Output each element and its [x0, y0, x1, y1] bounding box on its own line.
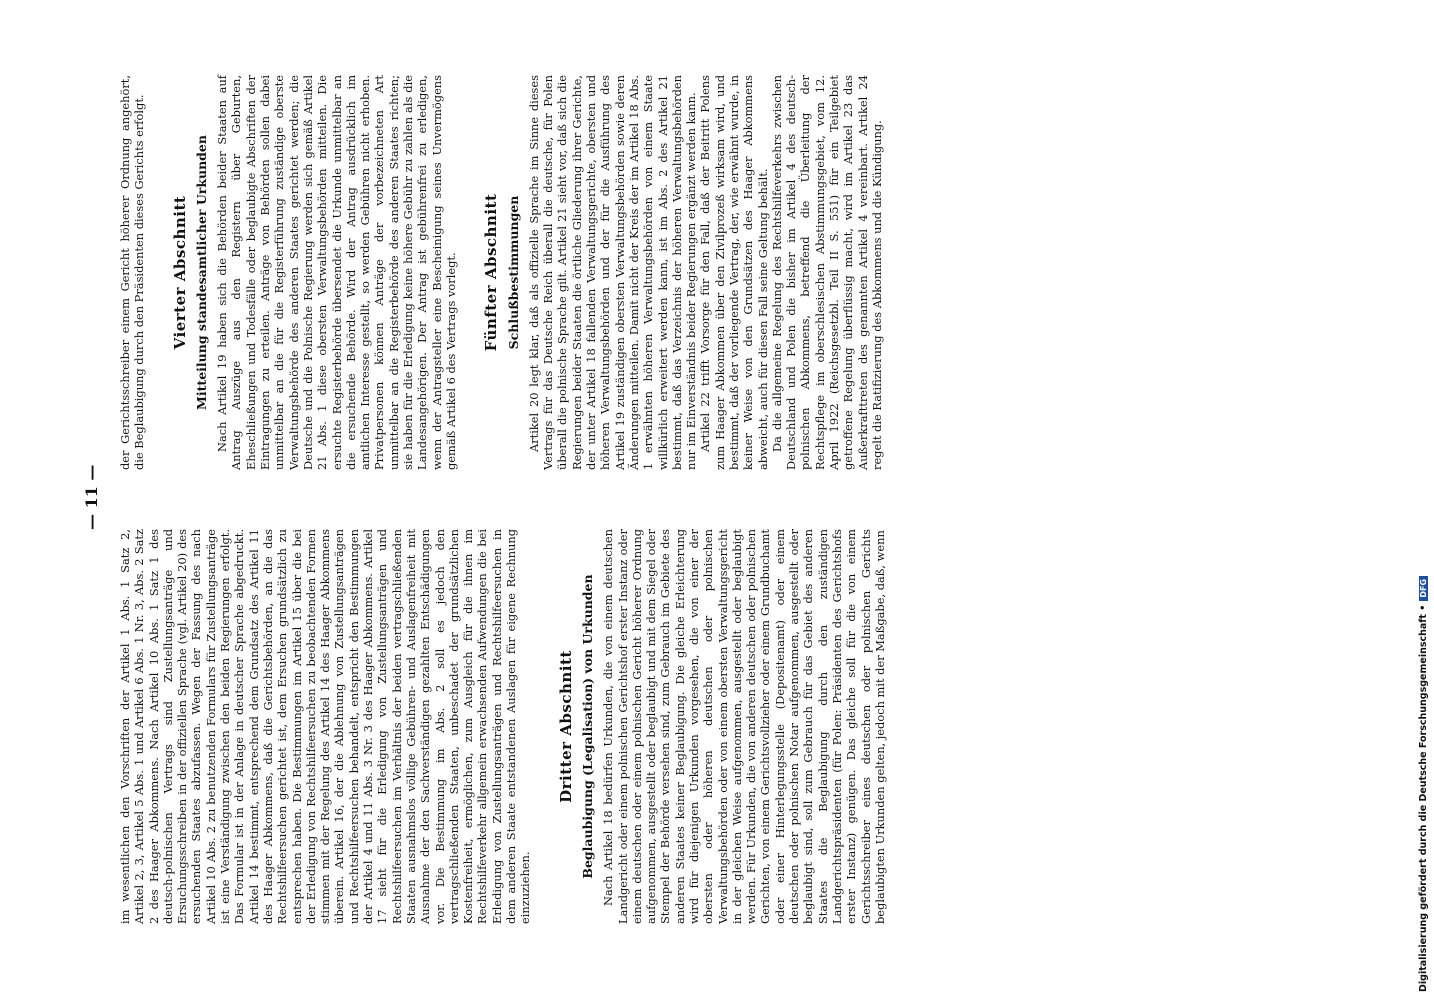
section-heading: Fünfter Abschnitt — [482, 193, 501, 352]
section-subheading: Schlußbestimmungen — [505, 195, 521, 350]
section-heading: Vierter Abschnitt — [170, 195, 189, 350]
paragraph: im wesentlichen den Vorschriften der Artikel 1 Abs. 1 Satz 2, Artikel 2, 3, Artikel 5 Abs. 1 und Artikel 6 Abs. 1 Nr. 3, Abs. 2 Satz 2 des Haager Abkommens. Nach Artikel 10 Abs. 1 Satz 1 des deutsch-polnischen Vertrags sind Zustellungsanträge und Ersuchungsschreiben in der offiziellen Sprache (vgl. Artikel 20) des ersuchenden Staates abzufassen. Wegen der Fassung des nach Artikel 10 Abs. 2 zu benutzenden Formulars für Zustellungsanträge ist eine Verständigung zwischen den beiden Regierungen erfolgt. Das Formular ist in der Anlage in deutscher Sprache abgedruckt. Artikel 14 bestimmt, entsprechend dem Grundsatz des Artikel 11 des Haager Abkommens, daß die Gerichtsbehörden, an die das Rechtshilfeersuchen gerichtet ist, dem Ersuchen grundsätzlich zu entsprechen haben. Die Bestimmungen im Artikel 15 über die bei der Erledigung von Rechtshilfeersuchen zu beobachtenden Formen stimmen mit der Regelung des Artikel 14 des Haager Abkommens überein. Artikel 16, der die Ablehnung von Zustellungsanträgen und Rechtshilfeersuchen behandelt, entspricht den Bestimmungen der Artikel 4 und 11 Abs. 3 Nr. 3 des Haager Abkommens. Artikel 17 sieht für die Erledigung von Zustellungsanträgen und Rechtshilfeersuchen im Verhältnis der beiden vertragschließenden Staaten ausnahmslos völlige Gebühren- und Auslagenfreiheit mit Ausnahme der den Sachverständigen gezahlten Entschädigungen vor. Die Bestimmung im Abs. 2 soll es jedoch den vertragschließenden Staaten, unbeschadet der grundsätzlichen Kostenfreiheit, ermöglichen, zum Ausgleich für die ihnen im Rechtshilfeverkehr allgemein erwachsenden Aufwendungen die bei Erledigung von Zustellungsanträgen und Rechtshilfeersuchen in dem anderen Staate entstandenen Auslagen für eigene Rechnung einzuziehen. — [118, 529, 533, 924]
paragraph: Artikel 20 legt klar, daß als offizielle Sprache im Sinne dieses Vertrags für das Deutsche Reich überall die deutsche, für Polen überall die polnische Sprache gilt. Artikel 21 sieht vor, daß sich die Regierungen beider Staaten die örtliche Gliederung ihrer Gerichte, der unter Artikel 18 fallenden Verwaltungsgerichte, obersten und höheren Verwaltungsbehörden und der für die Ausführung des Artikel 19 zuständigen obersten Verwaltungsbehörden sowie deren Änderungen mitteilen. Damit nicht der Kreis der im Artikel 18 Abs. 1 erwähnten höheren Verwaltungsbehörden von einem Staate willkürlich erweitert werden kann, ist im Abs. 2 des Artikel 21 bestimmt, daß das Verzeichnis der höheren Verwaltungsbehörden nur im Einverständnis beider Regierungen ergänzt werden kann. — [526, 75, 699, 470]
paragraph: der Gerichtsschreiber einem Gericht höherer Ordnung angehört, die Beglaubigung durch den Präsidenten dieses Gerichts erfolgt. — [118, 75, 147, 470]
digitization-note-text: Digitalisierung gefördert durch die Deutsche Forschungsgemeinschaft • — [1418, 604, 1429, 992]
paragraph: Artikel 22 trifft Vorsorge für den Fall, daß der Beitritt Polens zum Haager Abkommen über den Zivilprozeß wirksam wird, und bestimmt, daß der vorliegende Vertrag, der, wie erwähnt wurde, in keiner Weise von den Grundsätzen des Haager Abkommens abweicht, auch für diesen Fall seine Geltung behält. — [698, 75, 770, 470]
dfg-logo: DFG — [1419, 576, 1428, 601]
right-column — [118, 75, 884, 470]
left-column — [118, 529, 887, 924]
section-heading: Dritter Abschnitt — [556, 650, 575, 803]
section-subheading: Mitteilung standesamtlicher Urkunden — [193, 135, 209, 410]
section-subheading: Beglaubigung (Legalisation) von Urkunden — [579, 574, 595, 879]
page-number: — 11 — — [82, 464, 101, 530]
digitization-note — [1418, 7, 1429, 992]
paragraph: Da die allgemeine Regelung des Rechtshilfeverkehrs zwischen Deutschland und Polen die bisher im Artikel 4 des deutsch-polnischen Abkommens, betreffend die Überleitung der Rechtspflege im oberschlesischen Abstimmungsgebiet, vom 12. April 1922 (Reichsgesetzbl. Teil II S. 551) für ein Teilgebiet getroffene Regelung überflüssig macht, wird im Artikel 23 das Außerkrafttreten des genannten Artikel 4 vereinbart. Artikel 24 regelt die Ratifizierung des Abkommens und die Kündigung. — [769, 75, 884, 470]
paragraph: Nach Artikel 19 haben sich die Behörden beider Staaten auf Antrag Auszüge aus den Registern über Geburten, Eheschließungen und Todesfälle oder beglaubigte Abschriften der Eintragungen zu erteilen. Anträge von Behörden sollen dabei unmittelbar an die für die Registerführung zuständige oberste Verwaltungsbehörde des anderen Staates gerichtet werden; die Deutsche und die Polnische Regierung werden sich gemäß Artikel 21 Abs. 1 diese obersten Verwaltungsbehörden mitteilen. Die ersuchte Registerbehörde übersendet die Urkunde unmittelbar an die ersuchende Behörde. Wird der Antrag ausdrücklich im amtlichen Interesse gestellt, so werden Gebühren nicht erhoben. Privatpersonen können Anträge der vorbezeichneten Art unmittelbar an die Registerbehörde des anderen Staates richten; sie haben für die Erledigung keine höhere Gebühr zu zahlen als die Landesangehörigen. Der Antrag ist gebührenfrei zu erledigen, wenn der Antragsteller eine Bescheinigung seines Unvermögens gemäß Artikel 6 des Vertrags vorlegt. — [215, 75, 458, 470]
paragraph: Nach Artikel 18 bedürfen Urkunden, die von einem deutschen Landgericht oder einem polnischen Gerichtshof erster Instanz oder einem deutschen oder einem polnischen Gericht höherer Ordnung aufgenommen, ausgestellt oder beglaubigt und mit dem Siegel oder Stempel der Behörde versehen sind, zum Gebrauch im Gebiete des anderen Staates keiner Beglaubigung. Die gleiche Erleichterung wird für diejenigen Urkunden vorgesehen, die von einer der obersten oder höheren deutschen oder polnischen Verwaltungsbehörden oder von einem obersten Verwaltungsgericht in der gleichen Weise aufgenommen, ausgestellt oder beglaubigt werden. Für Urkunden, die von anderen deutschen oder polnischen Gerichten, von einem Gerichtsvollzieher oder einem Grundbuchamt oder einer Hinterlegungsstelle (Depositenamt) oder einem deutschen oder polnischen Notar aufgenommen, ausgestellt oder beglaubigt sind, soll zum Gebrauch für das Gebiet des anderen Staates die Beglaubigung durch den zuständigen Landgerichtspräsidenten (für Polen: Präsidenten des Gerichtshofs erster Instanz) genügen. Das gleiche soll für die von einem Gerichtsschreiber eines deutschen oder polnischen Gerichts beglaubigten Urkunden gelten, jedoch mit der Maßgabe, daß, wenn — [601, 529, 887, 924]
